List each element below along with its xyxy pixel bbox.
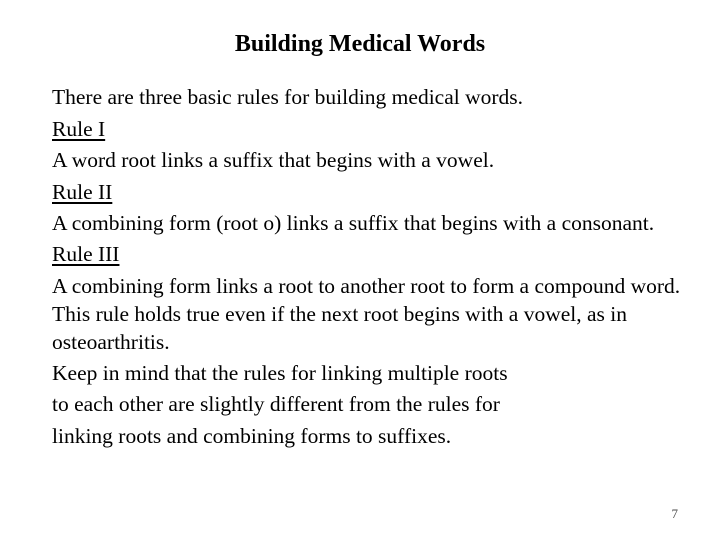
rule-1-text: A word root links a suffix that begins with a vowel. (52, 148, 495, 172)
note-line-1: Keep in mind that the rules for linking multiple roots (52, 360, 508, 385)
slide-body (52, 82, 692, 452)
rule-3-heading: Rule III (52, 242, 120, 266)
rule-2-heading: Rule II (52, 179, 113, 204)
rule-3-text: A combining form links a root to another root to form a compound word. This rule holds true even if the next root begins with a vowel, as in osteoarthritis. (52, 273, 681, 354)
rule-1-heading: Rule I (52, 116, 106, 141)
page-number: 7 (671, 506, 678, 521)
slide-title: Building Medical Words (234, 31, 486, 57)
rule-2-text: A combining form (root o) links a suffix that begins with a consonant. (52, 211, 655, 235)
intro-text: There are three basic rules for building medical words. (52, 85, 524, 109)
note-line-3: linking roots and combining forms to suffixes. (52, 423, 452, 448)
note-line-2: to each other are slightly different from the rules for (52, 392, 500, 416)
